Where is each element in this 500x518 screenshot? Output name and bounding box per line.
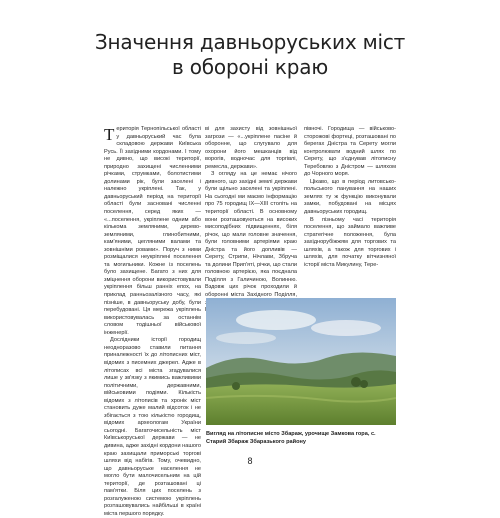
drop-cap: Т xyxy=(104,125,115,144)
page-title xyxy=(0,30,500,80)
photo-caption: Вигляд на літописне місто Збараж, урочище Замкова гора, с. Старий Збараж Збаразького району xyxy=(206,431,376,445)
paragraph: ві для захисту від зовнішньої загрози — «...укріплене пасіне й оборонне, що слугувало для охорони його мешканців від ворогів, водночас для торгівлі, ремесла, держави». xyxy=(205,126,297,170)
landscape-photo-illustration xyxy=(206,298,396,425)
text-column-2 xyxy=(205,126,297,315)
paragraph-text: ериторія Тернопільської області у давньоруський час була складовою держави Київська Русь. Її західними кордонами. І тому не дивно, що високі території, природно захищені численними річками, струмками, болотистими долинами рік, були заселені і належно укріплені. Так, у давньоруський період на території області були засновані численні поселення, серед яких — «...поселення, укріплене одним або кількома земляними, дерево-земляними, глинобитними, кам'яними, цегляними валами та зовнішніми ровами». Поруч з ними розміщалися неукріплені поселення та могильники. Кожне із поселень було захищене. Багато з них для зміцнення оборони використовували укріплення більш ранніх епох, на приклад ранньозалізного часу, які пізніше, в давньоруську добу, були перебудовані. Ця мережа укріплень використовувалась за останнім словом тодішньої військової інженерії. xyxy=(104,126,201,336)
page-title-line1: Значення давньоруських міст xyxy=(94,30,406,54)
paragraph: З огляду на це немає нічого дивного, що західні землі держави були щільно заселені та укріплені. На сьогодні ми маємо інформацію про 75 городищ ІХ—ХІІІ століть на території області. В основному вони розташовуються на високих мисоподібних підвищеннях, біля річок, що мали головне значення, були головними артеріями краю Дністра та його допливів — Серету, Стрипи, Нічлави, Збруча та долини Прип'яті, річки, що стали головною артерією, яка поєднала Поділля з Галичиною, Волинню. Вздовж цих річок проходили й оборонні міста Західного Поділля, xyxy=(205,171,297,299)
paragraph: Цікаво, що в період литовсько-польського панування на наших землях ту ж функцію виконували замки, побудовані на місцях давньоруських городищ. xyxy=(304,178,396,216)
paragraph: Дослідники історії городищ неодноразово ставили питання приналежності їх до літописних міст, відомих з писемних джерел. Адже в літописах всі міста згадувалися лише у зв'язку з якимись важливими політичними, державними, військовими подіями. Кількість відомих з літописів та хронік міст становить дуже малий відсоток і не збігається з тою кількістю городищ, відомих археологам України сьогодні. Багаточисельність міст Київськоруської держави — не дивина, адже західні кордони нашого краю захищали приморські торгові шляхи від набігів. Тому, очевидно, що давньоруське населення не могло бути малочисельним на цій території, де розташовані ці пам'ятки. Біля цих поселень з розгалуженою системою укріплень розташовувались найбільші в країні міста першого порядку. xyxy=(104,337,202,517)
text-column-3 xyxy=(304,126,396,269)
landscape-photo xyxy=(206,298,396,425)
paragraph: В пізньому часі територія поселення, що займало важливе стратегічне положення, була західнорубіжжям для торгових та шляхів, а також для торгових і шляхів, для початку вітчизняної історії міста Микулину, Тере- xyxy=(304,216,396,268)
paragraph xyxy=(104,126,201,337)
paragraph: півночі. Городища — військово-сторожові фортеці, розташовані по берегах Дністра та Серету могли контролювати водний шлях по Серету, що з'єднував літописну Теребовлю з Дністром — шляхом до Чорного моря. xyxy=(304,126,396,178)
page-title-line2: в обороні краю xyxy=(172,55,328,79)
page-number: 8 xyxy=(247,456,253,466)
